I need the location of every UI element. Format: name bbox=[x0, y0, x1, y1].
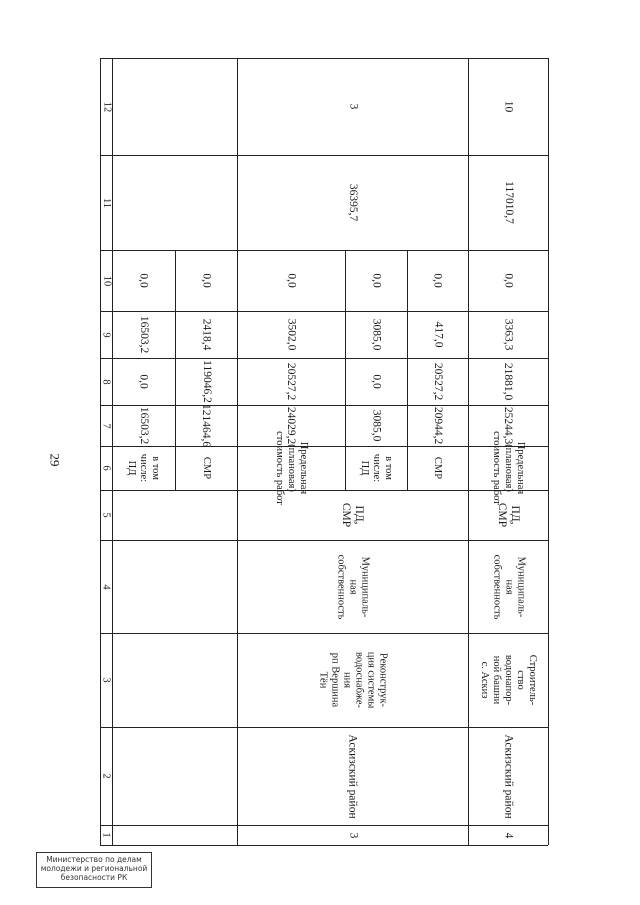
value-cell-text: 0,0 bbox=[138, 273, 150, 288]
value-cell-text: 0,0 bbox=[432, 273, 444, 288]
object-cell-text: Реконструк- ция системы водоснабже- ния рп Вершина Тёи bbox=[317, 651, 389, 709]
cost-label-cell bbox=[468, 431, 548, 505]
district-cell bbox=[112, 727, 237, 825]
column-number bbox=[100, 825, 112, 845]
value-cell bbox=[468, 405, 548, 446]
value-cell-text: 20527,2 bbox=[432, 362, 444, 401]
value-cell-text: 417,0 bbox=[432, 321, 444, 348]
value-cell-text: 0,0 bbox=[370, 374, 383, 389]
column-number bbox=[100, 490, 112, 540]
value-cell bbox=[345, 311, 407, 358]
value-cell-text: 0,0 bbox=[370, 273, 383, 288]
district-cell-text: Аскизский район bbox=[346, 733, 359, 819]
value-cell bbox=[468, 250, 548, 311]
value-cell-text: 0,0 bbox=[285, 273, 298, 288]
stamp bbox=[36, 852, 152, 888]
value-cell bbox=[407, 311, 468, 358]
cost-label-cell-text: в том числе: ПД bbox=[358, 453, 394, 483]
value-cell bbox=[112, 358, 175, 405]
value-cell bbox=[175, 250, 237, 311]
column-number bbox=[100, 311, 112, 358]
object-cell bbox=[468, 633, 548, 727]
value-cell bbox=[407, 250, 468, 311]
value-cell-text: 20527,2 bbox=[285, 362, 298, 401]
value-cell-text: 25244,3 bbox=[502, 406, 515, 445]
district-cell bbox=[468, 727, 548, 825]
stamp-line: молодежи и региональной bbox=[40, 864, 148, 873]
value-cell-text: 24029,2 bbox=[285, 406, 298, 445]
ownership-cell-text: Муниципаль- ная собственность bbox=[335, 554, 371, 619]
stage-cell bbox=[112, 490, 237, 540]
value-cell bbox=[468, 58, 548, 155]
value-cell-text: 3085,0 bbox=[370, 409, 383, 442]
value-cell bbox=[112, 58, 237, 155]
stamp-line: безопасности РК bbox=[60, 873, 128, 882]
cost-label-cell-text: СМР bbox=[432, 456, 444, 480]
column-number-text: 12 bbox=[101, 101, 112, 112]
value-cell bbox=[407, 405, 468, 446]
stage-cell-text: ПД, СМР bbox=[340, 502, 366, 528]
value-cell-text: 36395,7 bbox=[347, 183, 359, 222]
table-border bbox=[548, 58, 549, 845]
column-number-text: 11 bbox=[101, 197, 112, 208]
value-cell bbox=[345, 405, 407, 446]
cost-label-cell-text: Предельная (плановая) стоимость работ bbox=[490, 431, 526, 505]
ownership-cell bbox=[468, 540, 548, 633]
object-cell bbox=[237, 633, 468, 727]
column-number bbox=[100, 358, 112, 405]
value-cell bbox=[468, 358, 548, 405]
ownership-cell bbox=[237, 540, 468, 633]
column-number-text: 1 bbox=[101, 832, 112, 838]
cost-label-cell-text: СМР bbox=[201, 456, 212, 480]
value-cell-text: 16503,2 bbox=[138, 406, 150, 445]
column-number-text: 9 bbox=[101, 331, 112, 338]
column-number bbox=[100, 405, 112, 446]
object-cell-text: Строитель- ство водонапор- ной башни с. Аскиз bbox=[478, 654, 538, 706]
column-number-text: 5 bbox=[101, 512, 112, 518]
value-cell bbox=[468, 311, 548, 358]
value-cell-text: 119046,2 bbox=[200, 360, 213, 403]
stage-cell-text: ПД, СМР bbox=[495, 502, 521, 528]
value-cell-text: 3502,0 bbox=[285, 318, 298, 351]
value-cell-text: 0,0 bbox=[200, 273, 213, 288]
cost-label-cell bbox=[345, 446, 407, 490]
object-cell bbox=[112, 633, 237, 727]
value-cell bbox=[237, 58, 468, 155]
row-number bbox=[237, 825, 468, 845]
value-cell-text: 121464,6 bbox=[200, 403, 213, 448]
district-cell-text: Аскизский район bbox=[502, 733, 515, 819]
ownership-cell-text: Муниципаль- ная собственность bbox=[490, 554, 526, 619]
column-number bbox=[100, 250, 112, 311]
value-cell-text: 3085,0 bbox=[370, 318, 383, 351]
stage-cell bbox=[237, 490, 468, 540]
cost-label-cell-text: Предельная (плановая) стоимость работ bbox=[273, 431, 309, 505]
column-number-text: 6 bbox=[101, 465, 112, 471]
value-cell-text: 0,0 bbox=[138, 374, 150, 389]
value-cell bbox=[237, 250, 345, 311]
row-number-text: 3 bbox=[347, 832, 359, 838]
column-number-text: 10 bbox=[101, 275, 112, 286]
column-number-text: 8 bbox=[101, 378, 112, 385]
value-cell bbox=[175, 311, 237, 358]
column-number-text: 3 bbox=[101, 677, 112, 683]
value-cell bbox=[237, 358, 345, 405]
cost-label-cell bbox=[112, 446, 175, 490]
value-cell bbox=[175, 405, 237, 446]
value-cell bbox=[237, 405, 345, 446]
column-number bbox=[100, 58, 112, 155]
value-cell bbox=[468, 155, 548, 250]
cost-label-cell-text: в том числе: ПД bbox=[126, 453, 162, 483]
stamp-line: Министерство по делам bbox=[46, 855, 142, 864]
value-cell bbox=[112, 250, 175, 311]
value-cell-text: 20944,2 bbox=[432, 406, 444, 445]
value-cell-text: 0,0 bbox=[502, 273, 515, 288]
column-number bbox=[100, 155, 112, 250]
row-number bbox=[468, 825, 548, 845]
column-number bbox=[100, 633, 112, 727]
value-cell bbox=[345, 358, 407, 405]
value-cell-text: 10 bbox=[502, 100, 515, 113]
column-number bbox=[100, 727, 112, 825]
cost-label-cell bbox=[407, 446, 468, 490]
district-cell bbox=[237, 727, 468, 825]
cost-label-cell bbox=[237, 431, 345, 505]
value-cell bbox=[112, 405, 175, 446]
value-cell-text: 16503,2 bbox=[138, 315, 150, 354]
value-cell bbox=[112, 311, 175, 358]
value-cell-text: 21881,0 bbox=[502, 362, 515, 401]
value-cell bbox=[237, 155, 468, 250]
row-number bbox=[112, 825, 237, 845]
value-cell bbox=[407, 358, 468, 405]
column-number bbox=[100, 540, 112, 633]
column-number-text: 2 bbox=[101, 773, 112, 779]
value-cell-text: 3 bbox=[347, 103, 359, 110]
row-number-text: 4 bbox=[502, 832, 515, 838]
value-cell-text: 117010,7 bbox=[502, 181, 515, 224]
cost-label-cell bbox=[175, 446, 237, 490]
ownership-cell bbox=[112, 540, 237, 633]
value-cell-text: 3363,3 bbox=[502, 318, 515, 351]
table-border bbox=[100, 845, 548, 846]
column-number bbox=[100, 446, 112, 490]
value-cell bbox=[175, 358, 237, 405]
column-number-text: 4 bbox=[101, 583, 112, 590]
column-number-text: 7 bbox=[101, 422, 112, 429]
value-cell-text: 2418,4 bbox=[200, 318, 213, 351]
value-cell bbox=[345, 250, 407, 311]
value-cell bbox=[112, 155, 237, 250]
value-cell bbox=[237, 311, 345, 358]
page-number: 29 bbox=[47, 453, 63, 467]
